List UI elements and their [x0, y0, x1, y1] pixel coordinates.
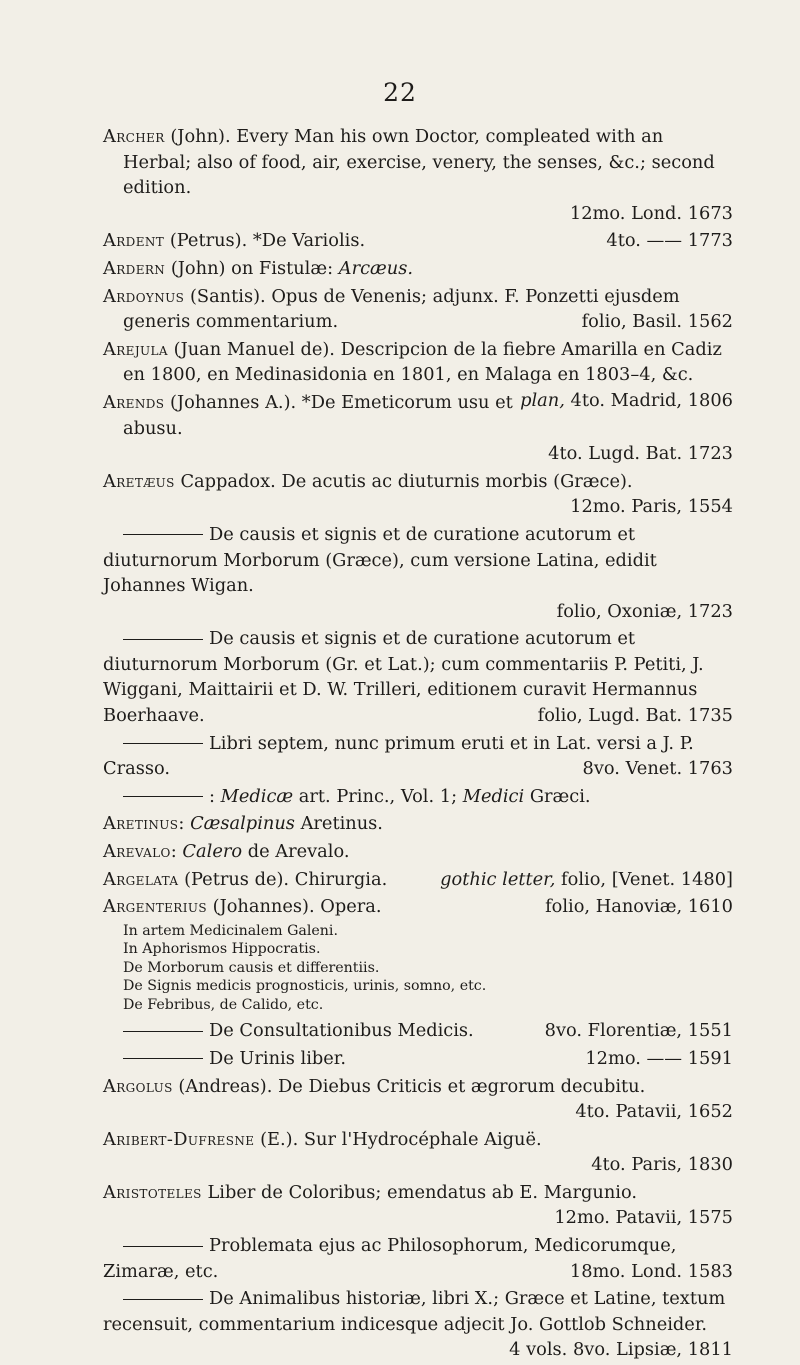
- entry-text: (E.). Sur l'Hydrocéphale Aiguë.: [260, 1128, 542, 1150]
- entry-heading: Arends: [103, 391, 165, 413]
- entry-imprint: 4to. —— 1773: [606, 230, 733, 252]
- entry-aretaeus-medicae: [103, 784, 733, 810]
- entry-prefix: :: [178, 813, 185, 835]
- entry-imprint: 4to. Patavii, 1652: [575, 1101, 733, 1123]
- entry-text: (Johannes). Opera.: [212, 896, 382, 918]
- entry-text: art. Princ., Vol. 1;: [298, 785, 458, 807]
- entry-text: De causis et signis et de curatione acutorum et diuturnorum Morborum (Græce), cum versione Latina, edidit Johannes Wigan.: [103, 523, 657, 597]
- entry-imprint: 8vo. Florentiæ, 1551: [544, 1020, 733, 1042]
- entry-text: Liber de Coloribus; emendatus ab E. Margunio.: [207, 1181, 638, 1203]
- ditto-rule: [123, 534, 203, 535]
- entry-text: De Animalibus historiæ, libri X.; Græce et Latine, textum recensuit, commentarium indicesque adjecit Jo. Gottlob Schneider.: [103, 1288, 726, 1335]
- entry-aristoteles: [103, 1180, 733, 1231]
- entry-text: (John). Every Man his own Doctor, compleated with an Herbal; also of food, air, exercise, venery, the senses, &c.; second edition.: [123, 126, 715, 199]
- entry-text: De causis et signis et de curatione acutorum et diuturnorum Morborum (Gr. et Lat.); cum commentariis P. Petiti, J. Wiggani, Maittairii et D. W. Trilleri, editionem curavit Hermannus Boerhaave.: [103, 628, 704, 727]
- entry-imprint: 12mo. Lond. 1673: [569, 202, 733, 224]
- entry-aretinus: [103, 811, 733, 837]
- entry-text: (Juan Manuel de). Descripcion de la fiebre Amarilla en Cadiz en 1800, en Medinasidonia en 1801, en Malaga en 1803–4, &c.: [123, 338, 722, 386]
- entry-heading: Ardoynus: [103, 285, 185, 307]
- entry-text: De Consultationibus Medicis.: [209, 1020, 474, 1042]
- entry-aretaeus-crasso: [103, 731, 733, 782]
- ditto-rule: [123, 743, 203, 744]
- entry-text: (Johannes A.). *De Emeticorum usu et abusu.: [123, 391, 513, 439]
- entry-heading: Argelata: [103, 868, 179, 890]
- entry-argolus: [103, 1074, 733, 1125]
- entry-text: Libri septem, nunc primum eruti et in Lat. versi a J. P. Crasso.: [103, 732, 694, 780]
- entry-imprint: 12mo. —— 1591: [585, 1047, 733, 1069]
- entry-arevalo: [103, 839, 733, 865]
- entry-heading: Archer: [103, 126, 165, 147]
- entry-text: (Andreas). De Diebus Criticis et ægrorum decubitu.: [178, 1075, 646, 1097]
- entry-argelata: [103, 867, 733, 893]
- entry-imprint: 4 vols. 8vo. Lipsiæ, 1811: [509, 1339, 733, 1361]
- entry-imprint-italic: gothic letter,: [440, 868, 556, 890]
- entry-prefix: :: [209, 785, 215, 807]
- ditto-rule: [123, 639, 203, 640]
- contents-item: In Aphorismos Hippocratis.: [123, 941, 321, 958]
- entry-ardoynus: [103, 284, 733, 335]
- entry-heading: Aristoteles: [103, 1181, 202, 1203]
- entry-ardern: [103, 256, 733, 282]
- entry-imprint: 4to. Madrid, 1806: [570, 389, 733, 411]
- entry-italic: Cæsalpinus: [190, 813, 295, 835]
- entry-italic: Medici: [462, 785, 525, 807]
- entry-imprint: 18mo. Lond. 1583: [569, 1260, 733, 1282]
- contents-item: De Signis medicis prognosticis, urinis, somno, etc.: [123, 978, 487, 995]
- entry-text: De Urinis liber.: [209, 1047, 346, 1069]
- entry-heading: Argolus: [103, 1075, 173, 1097]
- entry-aribert-dufresne: [103, 1127, 733, 1178]
- ditto-rule: [123, 1299, 203, 1300]
- ditto-rule: [123, 1031, 203, 1032]
- bibliography-entries: [103, 124, 733, 1365]
- entry-heading: Aretæus: [103, 470, 175, 492]
- entry-imprint: folio, Lugd. Bat. 1735: [537, 705, 733, 727]
- entry-aristoteles-problemata: [103, 1233, 733, 1284]
- entry-italic: Medicæ: [220, 785, 294, 807]
- entry-imprint: folio, Hanoviæ, 1610: [545, 896, 733, 918]
- entry-text: (Petrus de). Chirurgia.: [184, 868, 388, 890]
- entry-heading: Aretinus: [103, 813, 179, 835]
- entry-aretaeus-boerhaave: [103, 626, 733, 728]
- entry-imprint-italic: plan,: [520, 389, 565, 411]
- entry-heading: Ardern: [103, 257, 166, 279]
- entry-imprint: 4to. Lugd. Bat. 1723: [548, 443, 733, 465]
- contents-item: In artem Medicinalem Galeni.: [123, 922, 338, 939]
- entry-aristoteles-animalibus: [103, 1286, 733, 1363]
- entry-heading: Ardent: [103, 230, 165, 252]
- entry-italic: Arcæus.: [338, 257, 413, 279]
- ditto-rule: [123, 1246, 203, 1247]
- entry-imprint: folio, [Venet. 1480]: [561, 868, 733, 890]
- entry-imprint: folio, Basil. 1562: [581, 311, 733, 333]
- ditto-rule: [123, 1058, 203, 1059]
- entry-imprint: 12mo. Patavii, 1575: [554, 1207, 733, 1229]
- entry-text: Aretinus.: [300, 813, 383, 835]
- entry-imprint: 4to. Paris, 1830: [591, 1154, 733, 1176]
- entry-imprint: 8vo. Venet. 1763: [582, 758, 733, 780]
- entry-heading: Arevalo: [103, 841, 171, 863]
- entry-archer: [103, 124, 733, 226]
- entry-text: Græci.: [529, 785, 591, 807]
- entry-prefix: :: [170, 841, 177, 863]
- entry-text: de Arevalo.: [247, 841, 350, 863]
- entry-argenterius: [103, 894, 733, 920]
- entry-aretaeus: [103, 469, 733, 520]
- entry-imprint: folio, Oxoniæ, 1723: [556, 600, 733, 622]
- entry-heading: Aribert-Dufresne: [103, 1128, 255, 1150]
- entry-text: (John) on Fistulæ:: [170, 257, 334, 279]
- entry-text: (Santis). Opus de Venenis; adjunx. F. Ponzetti ejusdem generis commentarium.: [123, 285, 680, 333]
- entry-text: Problemata ejus ac Philosophorum, Medicorumque, Zimaræ, etc.: [103, 1235, 677, 1282]
- entry-heading: Argenterius: [103, 896, 207, 918]
- entry-heading: Arejula: [103, 338, 168, 360]
- entry-text: (Petrus). *De Variolis.: [169, 230, 366, 252]
- page-number: 22: [383, 78, 417, 107]
- entry-argenterius-consultationibus: [103, 1018, 733, 1044]
- entry-aretaeus-wigan: [103, 522, 733, 624]
- entry-ardent: [103, 228, 733, 254]
- contents-item: De Morborum causis et differentiis.: [123, 959, 380, 976]
- entry-italic: Calero: [182, 841, 243, 863]
- entry-text: Cappadox. De acutis ac diuturnis morbis (Græce).: [180, 470, 633, 492]
- ditto-rule: [123, 796, 203, 797]
- contents-item: De Febribus, de Calido, etc.: [123, 996, 324, 1013]
- contents-list: [103, 922, 733, 1015]
- entry-argenterius-urinis: [103, 1046, 733, 1072]
- entry-imprint: 12mo. Paris, 1554: [570, 496, 733, 518]
